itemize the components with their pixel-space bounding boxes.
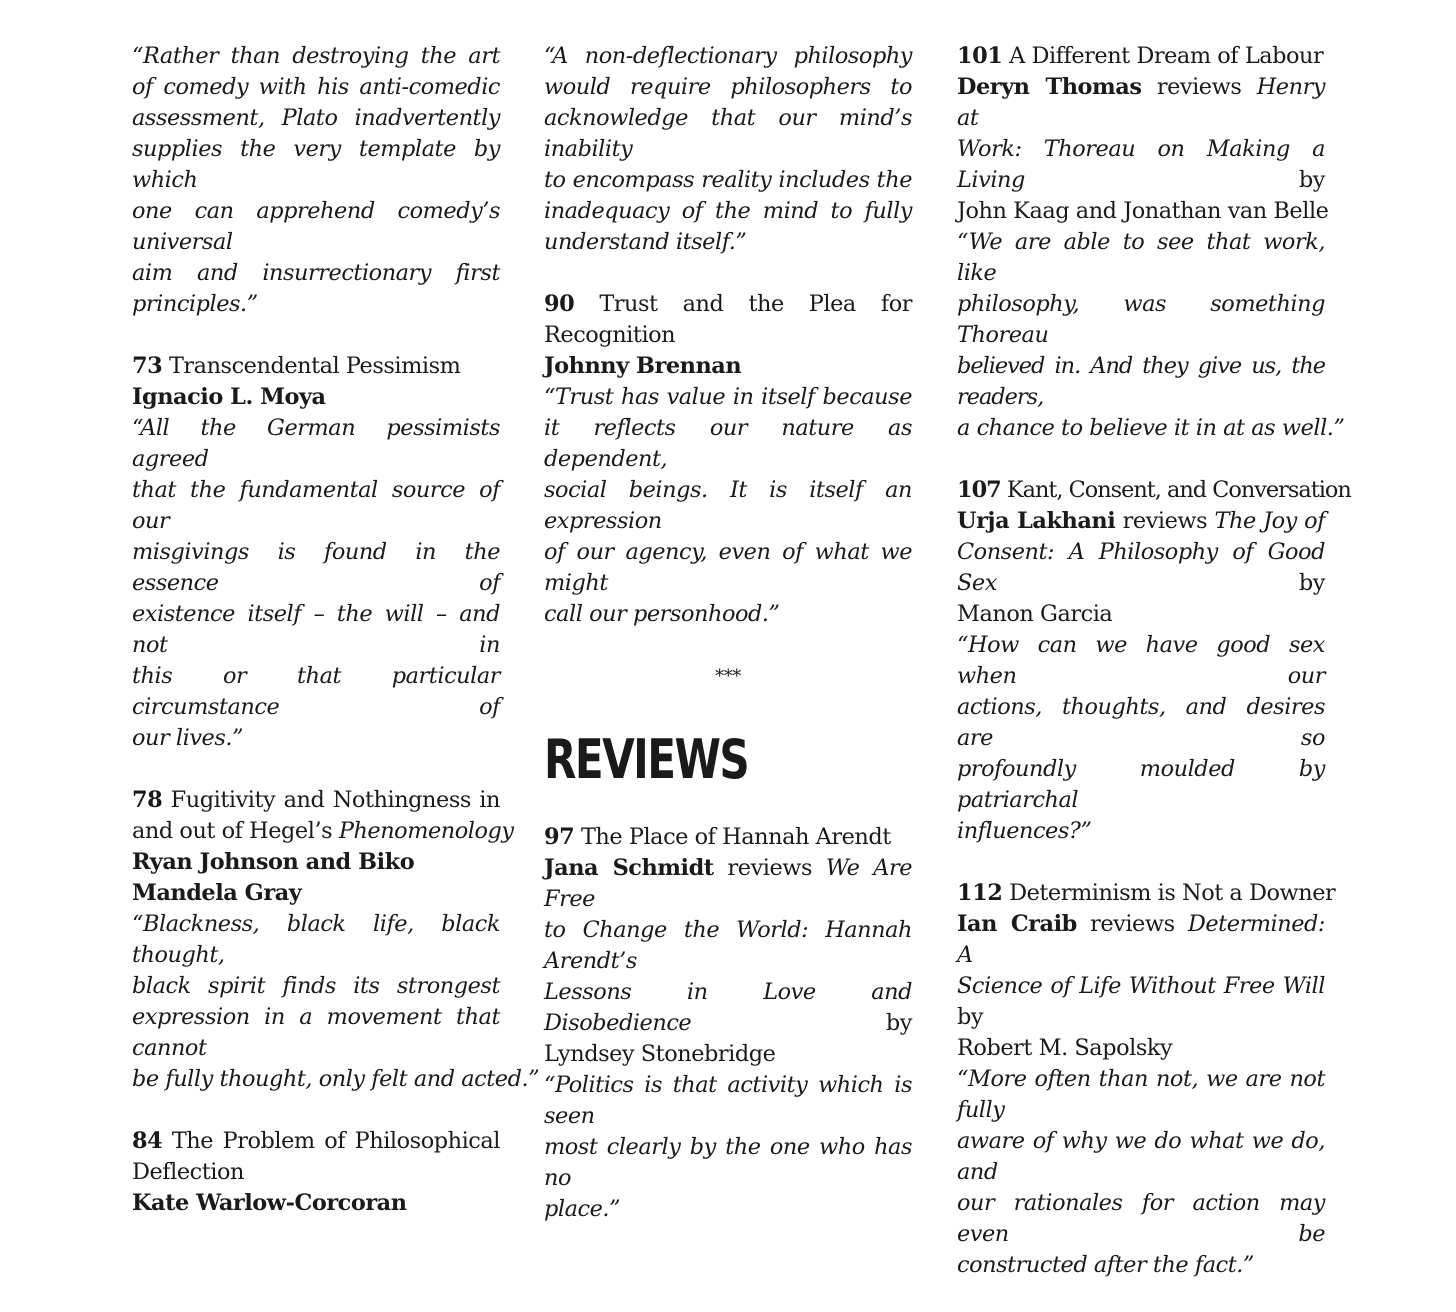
page-number: 112: [957, 880, 1003, 906]
quote-line: “Politics is that activity which is seen: [544, 1072, 912, 1129]
book-title-cont: Science of Life Without Free Will: [957, 973, 1325, 999]
quote-line: misgivings is found in the essence of: [132, 539, 500, 596]
article-title: The Problem of Philosophical: [171, 1128, 501, 1154]
quote-line: acknowledge that our mind’s inability: [544, 105, 912, 162]
contents-column-1: [132, 41, 540, 1250]
contents-column-3: [957, 41, 1351, 1312]
reviews-word: reviews: [1156, 74, 1242, 100]
quote-line: “Blackness, black life, black thought,: [132, 911, 500, 968]
review-title: Kant, Consent, and Conversation: [1006, 477, 1351, 503]
article-title-cont: Deflection: [132, 1159, 245, 1185]
reviewer-name: Urja Lakhani: [957, 508, 1116, 534]
book-author: Manon Garcia: [957, 601, 1113, 627]
quote-line: aim and insurrectionary first: [132, 260, 500, 286]
reviews-word: reviews: [727, 855, 813, 881]
book-title: Henry at: [957, 74, 1326, 131]
quote-line: to encompass reality includes the: [544, 167, 912, 193]
quote-line: social beings. It is itself an expression: [544, 477, 912, 534]
article-90[interactable]: [544, 289, 912, 630]
quote-line: “A non-deflectionary philosophy: [544, 43, 912, 69]
quote-line: one can apprehend comedy’s universal: [132, 198, 500, 255]
quote-line: expression in a movement that cannot: [132, 1004, 500, 1061]
quote-line: a chance to believe it in at as well.”: [957, 415, 1345, 441]
quote-line: constructed after the fact.”: [957, 1252, 1254, 1278]
page-number: 97: [544, 824, 575, 850]
reviewer-name: Jana Schmidt: [544, 855, 714, 881]
article-title: Trust and the Plea for: [599, 291, 912, 317]
quote-line: black spirit finds its strongest: [132, 973, 500, 999]
article-78[interactable]: [132, 785, 540, 1095]
quote-line: of comedy with his anti-comedic: [132, 74, 500, 100]
quote-line: place.”: [544, 1196, 621, 1222]
quote-line: “How can we have good sex when our: [957, 632, 1325, 689]
article-84[interactable]: [132, 1126, 500, 1219]
page-number: 101: [957, 43, 1003, 69]
book-title-cont: Lessons in Love and Disobedience: [544, 979, 912, 1036]
review-quote: [957, 227, 1345, 444]
article-title-cont: Recognition: [544, 322, 676, 348]
by-word: by: [957, 1004, 984, 1030]
quote-line: philosophy, was something Thoreau: [957, 291, 1325, 348]
section-separator: ***: [715, 666, 741, 687]
contents-column-2: [544, 41, 912, 1256]
quote-line: our lives.”: [132, 725, 244, 751]
quote-line: believed in. And they give us, the readers,: [957, 353, 1325, 410]
quote-line: “Rather than destroying the art: [132, 43, 500, 69]
quote-line: “More often than not, we are not fully: [957, 1066, 1325, 1123]
review-quote: [544, 1070, 912, 1225]
author-name: Ryan Johnson and Biko: [132, 849, 415, 875]
quote-line: “We are able to see that work, like: [957, 229, 1325, 286]
pullquote-plato-comedy: [132, 41, 500, 320]
article-quote: [132, 413, 500, 754]
quote-line: profoundly moulded by patriarchal: [957, 756, 1325, 813]
by-word: by: [1298, 167, 1325, 193]
review-quote: [957, 1064, 1325, 1281]
by-word: by: [885, 1010, 912, 1036]
review-97[interactable]: [544, 822, 912, 1225]
review-title: A Different Dream of Labour: [1009, 43, 1324, 69]
quote-line: call our personhood.”: [544, 601, 780, 627]
book-title: Determined: A: [957, 911, 1326, 968]
quote-line: would require philosophers to: [544, 74, 912, 100]
article-title: Fugitivity and Nothingness in: [170, 787, 500, 813]
article-quote: [544, 382, 912, 630]
review-101[interactable]: [957, 41, 1345, 444]
quote-line: aware of why we do what we do, and: [957, 1128, 1325, 1185]
author-name: Johnny Brennan: [544, 353, 742, 379]
book-author: John Kaag and Jonathan van Belle: [957, 198, 1329, 224]
review-112[interactable]: [957, 878, 1336, 1281]
quote-line: understand itself.”: [544, 229, 747, 255]
book-title: We Are Free: [544, 855, 912, 912]
article-title-italic: Phenomenology: [338, 818, 514, 844]
quote-line: influences?”: [957, 818, 1092, 844]
article-quote: [132, 909, 540, 1095]
reviews-word: reviews: [1090, 911, 1175, 937]
section-heading-reviews: REVIEWS: [544, 728, 749, 791]
page-number: 90: [544, 291, 575, 317]
review-title: The Place of Hannah Arendt: [580, 824, 891, 850]
quote-line: be fully thought, only felt and acted.”: [132, 1066, 540, 1092]
author-name-cont: Mandela Gray: [132, 880, 302, 906]
quote-line: that the fundamental source of our: [132, 477, 500, 534]
pullquote-deflection: [544, 41, 912, 258]
author-name: Ignacio L. Moya: [132, 384, 326, 410]
quote-line: this or that particular circumstance of: [132, 663, 500, 720]
book-title-cont: Work: Thoreau on Making a Living: [957, 136, 1325, 193]
review-title: Determinism is Not a Downer: [1009, 880, 1336, 906]
page-number: 84: [132, 1128, 163, 1154]
quote-line: existence itself – the will – and not in: [132, 601, 500, 658]
reviewer-name: Deryn Thomas: [957, 74, 1142, 100]
review-quote: [957, 630, 1325, 847]
quote-line: our rationales for action may even be: [957, 1190, 1325, 1247]
quote-line: actions, thoughts, and desires are so: [957, 694, 1325, 751]
by-word: by: [1298, 570, 1325, 596]
book-title-cont: to Change the World: Hannah Arendt’s: [544, 917, 912, 974]
article-title: Transcendental Pessimism: [168, 353, 461, 379]
reviewer-name: Ian Craib: [957, 911, 1077, 937]
reviews-word: reviews: [1122, 508, 1208, 534]
quote-line: “Trust has value in itself because: [544, 384, 912, 410]
book-author: Robert M. Sapolsky: [957, 1035, 1173, 1061]
quote-line: supplies the very template by which: [132, 136, 500, 193]
book-title: The Joy of: [1214, 508, 1326, 534]
quote-line: “All the German pessimists agreed: [132, 415, 500, 472]
book-author: Lyndsey Stonebridge: [544, 1041, 776, 1067]
quote-line: it reflects our nature as dependent,: [544, 415, 912, 472]
page-number: 78: [132, 787, 163, 813]
author-name: Kate Warlow-Corcoran: [132, 1190, 407, 1216]
quote-line: of our agency, even of what we might: [544, 539, 912, 596]
quote-line: inadequacy of the mind to fully: [544, 198, 912, 224]
article-title-cont: and out of Hegel’s: [132, 818, 333, 844]
book-title-cont: Consent: A Philosophy of Good Sex: [957, 539, 1325, 596]
quote-line: principles.”: [132, 291, 258, 317]
quote-line: most clearly by the one who has no: [544, 1134, 912, 1191]
page-number: 73: [132, 353, 163, 379]
quote-line: assessment, Plato inadvertently: [132, 105, 500, 131]
page-number: 107: [957, 477, 1001, 503]
article-73[interactable]: [132, 351, 500, 754]
review-107[interactable]: [957, 475, 1351, 847]
